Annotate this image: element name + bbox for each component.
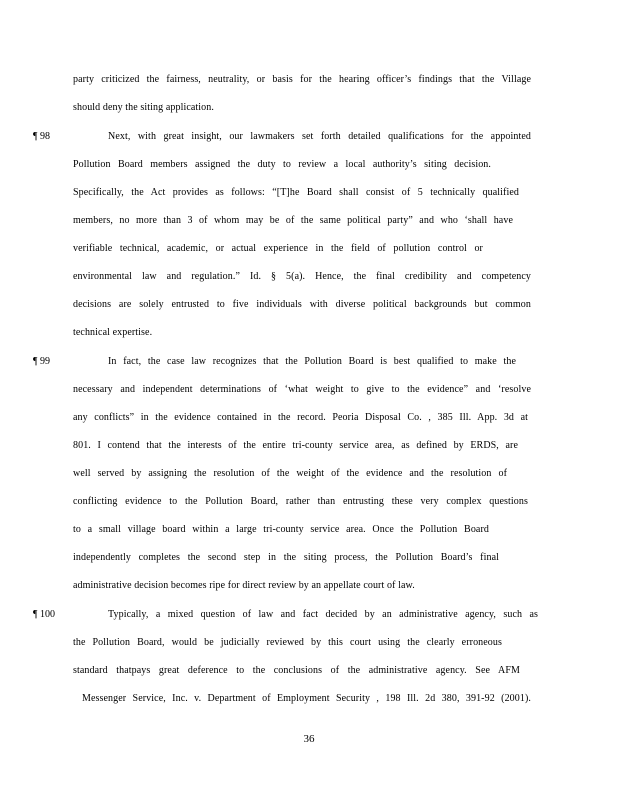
text-line: independently completes the second step in the siting process, the Pollution Board’s final <box>73 552 499 563</box>
text-line: conflicting evidence to the Pollution Board, rather than entrusting these very complex questions <box>73 496 528 507</box>
text-line: administrative decision becomes ripe for direct review by an appellate court of law. <box>73 580 415 591</box>
paragraph-number: ¶ 100 <box>33 609 56 620</box>
paragraph-number: ¶ 99 <box>33 356 51 367</box>
text-line: In fact, the case law recognizes that the Pollution Board is best qualified to make the <box>108 356 516 367</box>
text-line: the Pollution Board, would be judicially reviewed by this court using the clearly erroneous <box>73 637 502 648</box>
text-line: party criticized the fairness, neutrality, or basis for the hearing officer’s findings that the Village <box>73 74 531 85</box>
text-line: verifiable technical, academic, or actual experience in the field of pollution control or <box>73 243 483 254</box>
paragraph-number: ¶ 98 <box>33 131 51 142</box>
text-line: Pollution Board members assigned the duty to review a local authority’s siting decision. <box>73 159 491 170</box>
text-line: Typically, a mixed question of law and fact decided by an administrative agency, such as <box>108 609 538 620</box>
text-line: to a small village board within a large tri-county service area. Once the Pollution Board <box>73 524 489 535</box>
text-line: technical expertise. <box>73 327 153 338</box>
text-line: Specifically, the Act provides as follows: “[T]he Board shall consist of 5 technically qualified <box>73 187 519 198</box>
text-line: necessary and independent determinations of ‘what weight to give to the evidence” and ‘resolve <box>73 384 531 395</box>
text-line: well served by assigning the resolution of the weight of the evidence and the resolution of <box>73 468 507 479</box>
text-line: Messenger Service, Inc. v. Department of Employment Security , 198 Ill. 2d 380, 391-92 (2001). <box>82 693 531 704</box>
page-number: 36 <box>303 733 315 745</box>
text-line: 801. I contend that the interests of the entire tri-county service area, as defined by ERDS, are <box>73 440 518 451</box>
text-line: any conflicts” in the evidence contained in the record. Peoria Disposal Co. , 385 Ill. App. 3d at <box>73 412 528 423</box>
text-line: should deny the siting application. <box>73 102 214 113</box>
text-line: environmental law and regulation.” Id. § 5(a). Hence, the final credibility and competency <box>73 271 531 282</box>
text-line: standard thatpays great deference to the conclusions of the administrative agency. See AFM <box>73 665 520 676</box>
text-line: Next, with great insight, our lawmakers set forth detailed qualifications for the appointed <box>108 131 531 142</box>
text-line: decisions are solely entrusted to five individuals with diverse political backgrounds but common <box>73 299 531 310</box>
text-line: members, no more than 3 of whom may be of the same political party” and who ‘shall have <box>73 215 513 226</box>
